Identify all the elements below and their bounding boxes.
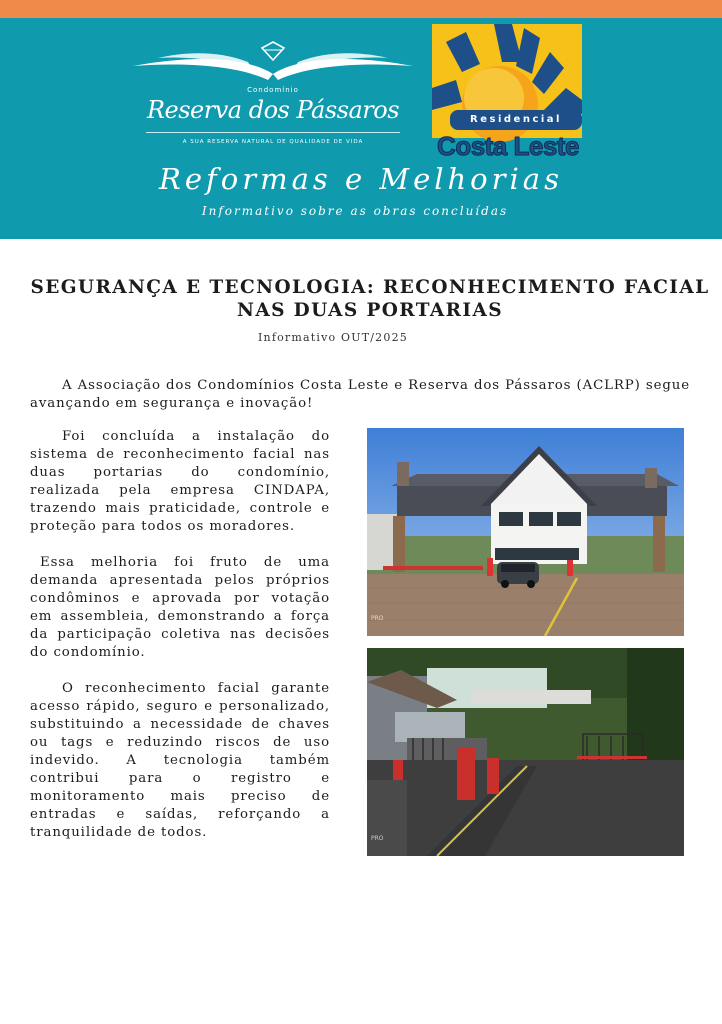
logo-costa-leste-name: Costa Leste — [437, 131, 579, 161]
logo-divider — [146, 132, 400, 133]
logo-reserva-dos-passaros — [128, 40, 418, 150]
article-body — [30, 428, 330, 860]
logo-condominio-label: Condomínio — [247, 86, 299, 94]
newsletter-header — [0, 18, 722, 239]
logo-reserva-name: Reserva dos Pássaros — [146, 96, 400, 124]
logo-residencial-label: Residencial — [470, 114, 562, 125]
logo-residencial-costa-leste — [432, 18, 584, 164]
logo-tagline: A SUA RESERVA NATURAL DE QUALIDADE DE VIDA — [182, 139, 364, 145]
top-accent-stripe — [0, 0, 722, 18]
article-paragraph: Foi concluída a instalação do sistema de reconhecimento facial nas duas portarias do condomínio, realizada pela empresa CINDAPA, trazendo mais praticidade, controle e proteção para todos os moradores. — [30, 429, 330, 534]
article-title: SEGURANÇA E TECNOLOGIA: RECONHECIMENTO FACIAL NAS DUAS PORTARIAS — [30, 277, 710, 321]
photo-gatehouse — [367, 428, 684, 636]
newsletter-title: Reformas e Melhorias — [159, 162, 563, 196]
article-date: Informativo OUT/2025 — [258, 331, 408, 344]
bird-wings-icon — [128, 40, 418, 90]
newsletter-subtitle: Informativo sobre as obras concluídas — [201, 204, 509, 218]
photo-watermark: PRO — [371, 615, 384, 622]
photo-entrance-road — [367, 648, 684, 856]
photo-watermark: PRO — [371, 835, 384, 842]
article-intro: A Associação dos Condomínios Costa Leste e Reserva dos Pássaros (ACLRP) segue avançando em segurança e inovação! — [30, 378, 690, 411]
article-paragraph: Essa melhoria foi fruto de uma demanda apresentada pelos próprios condôminos e aprovada por votação em assembleia, demonstrando a força da participação coletiva nas decisões do condomínio. — [30, 555, 330, 660]
article-paragraph: O reconhecimento facial garante acesso rápido, seguro e personalizado, substituindo a necessidade de chaves ou tags e reduzindo riscos de uso indevido. A tecnologia também contribui para o registro e monitoramento mais preciso de entradas e saídas, reforçando a tranquilidade de todos. — [30, 681, 330, 840]
